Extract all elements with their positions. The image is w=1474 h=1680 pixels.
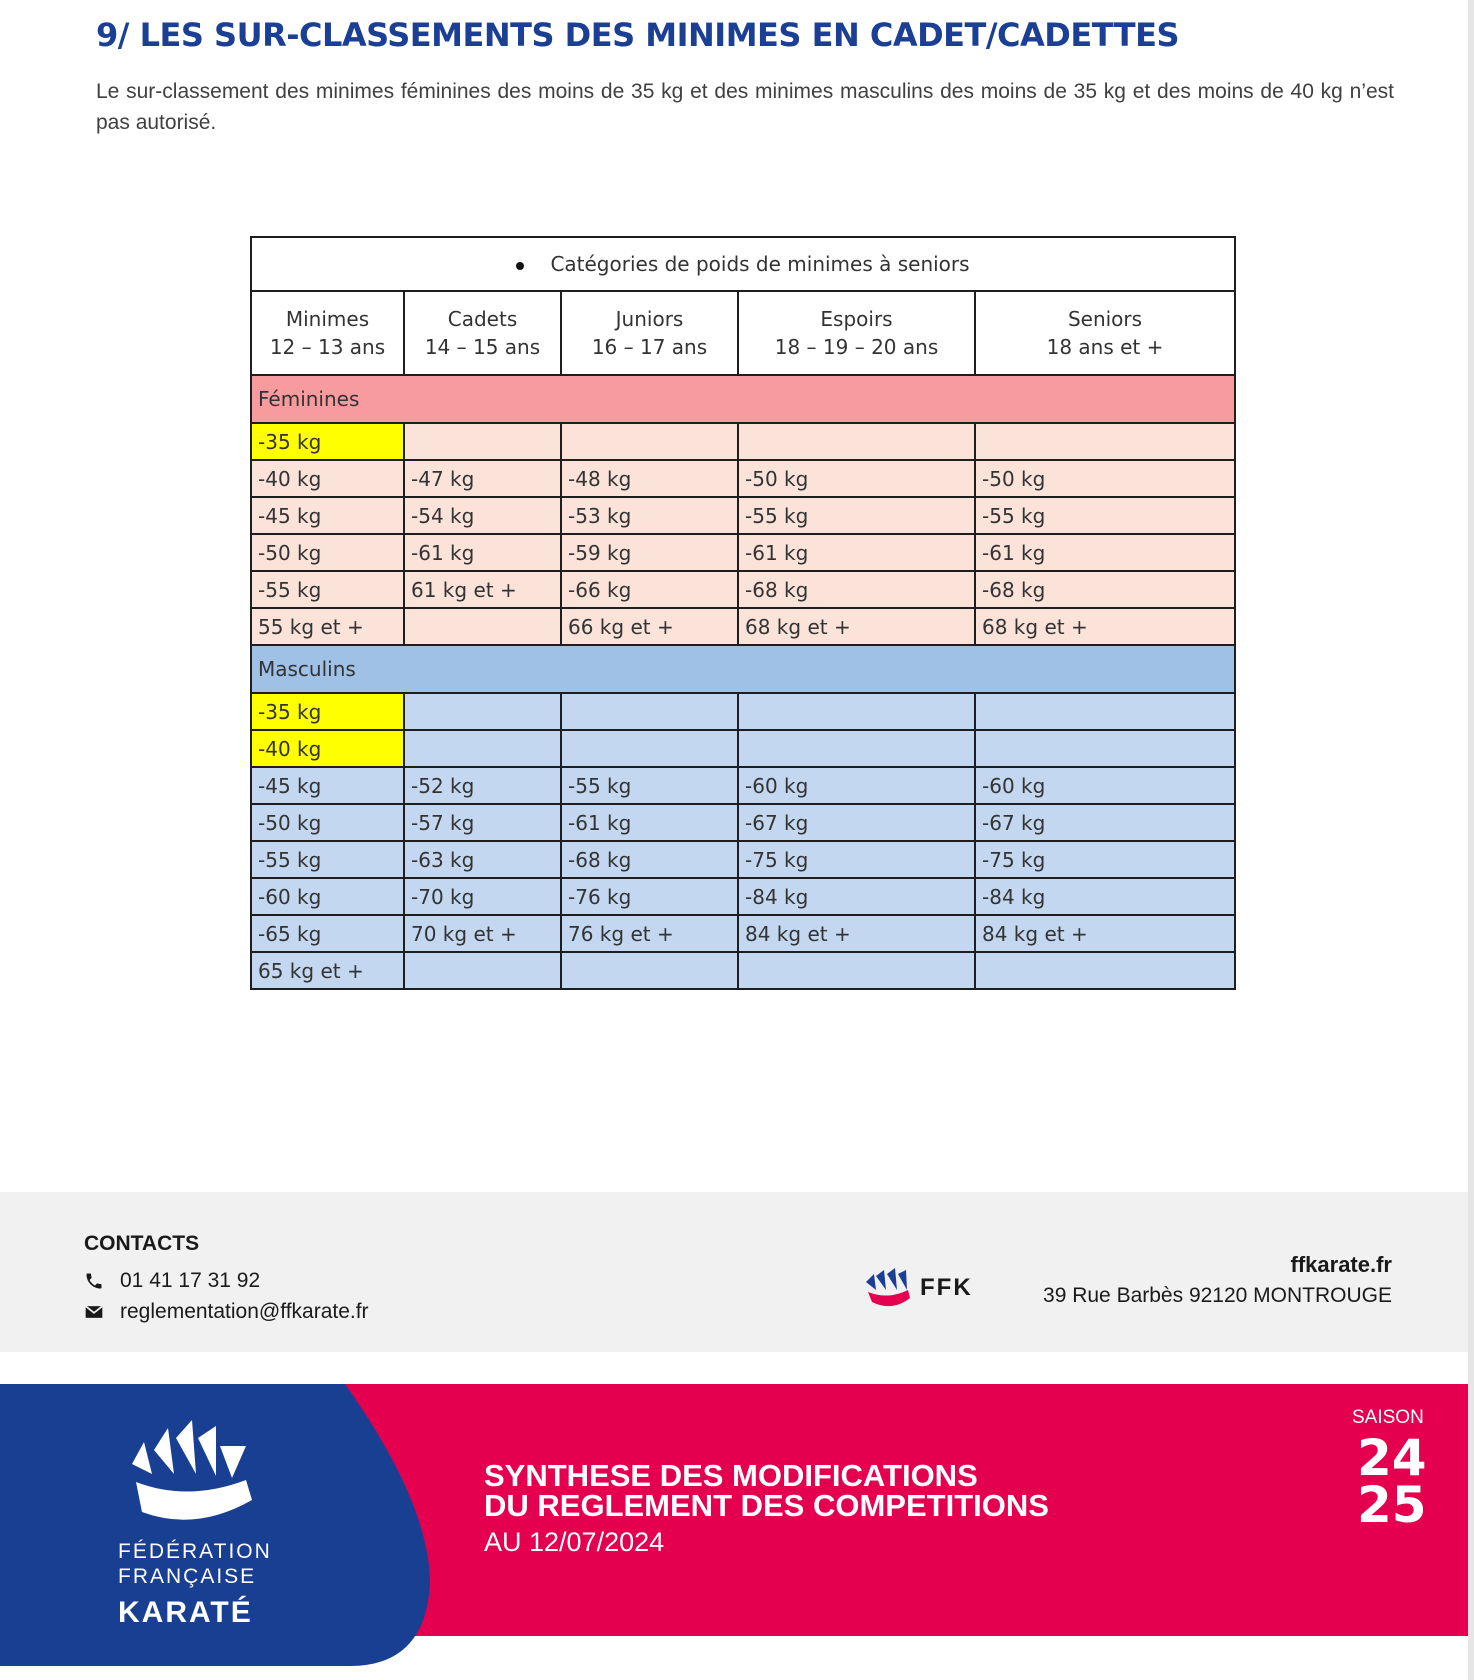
table-cell: 65 kg et +: [251, 952, 404, 989]
table-cell: [404, 693, 561, 730]
ffk-brand: FFK: [920, 1274, 973, 1301]
table-row: [251, 693, 1235, 730]
table-cell: -84 kg: [738, 878, 975, 915]
table-cell: -50 kg: [251, 804, 404, 841]
table-cell: 70 kg et +: [404, 915, 561, 952]
table-row: [251, 767, 1235, 804]
table-cell: [561, 952, 738, 989]
phone-icon: [84, 1271, 104, 1291]
table-cell: [975, 730, 1235, 767]
table-cell: -55 kg: [251, 841, 404, 878]
table-cell: [561, 693, 738, 730]
table-row: [251, 730, 1235, 767]
table-cell: -59 kg: [561, 534, 738, 571]
table-row: [251, 534, 1235, 571]
table-cell: -53 kg: [561, 497, 738, 534]
table-cell: -60 kg: [738, 767, 975, 804]
table-cell: [975, 952, 1235, 989]
table-row: [251, 497, 1235, 534]
page-edge: [1468, 0, 1474, 1680]
table-body: [251, 375, 1235, 989]
table-row: [251, 608, 1235, 645]
table-cell: -60 kg: [251, 878, 404, 915]
contacts-footer: [0, 1192, 1468, 1352]
feminines-label: Féminines: [251, 375, 1235, 423]
saison-number-bottom: 25: [1357, 1476, 1427, 1534]
column-header-cadets: [404, 291, 561, 375]
table-cell: -50 kg: [738, 460, 975, 497]
banner-date: AU 12/07/2024: [484, 1527, 665, 1557]
column-header-minimes: [251, 291, 404, 375]
table-cell: -67 kg: [738, 804, 975, 841]
column-header-seniors: [975, 291, 1235, 375]
federation-name-line1: FÉDÉRATION: [118, 1540, 272, 1563]
saison-label: SAISON: [1352, 1407, 1424, 1428]
table-cell: -57 kg: [404, 804, 561, 841]
column-header-juniors: [561, 291, 738, 375]
federation-name-line3: KARATÉ: [118, 1596, 253, 1629]
table-cell: [561, 423, 738, 460]
table-cell: [561, 730, 738, 767]
table-cell: -55 kg: [738, 497, 975, 534]
table-cell: -84 kg: [975, 878, 1235, 915]
table-cell: -40 kg: [251, 460, 404, 497]
column-ages: 18 – 19 – 20 ans: [774, 335, 939, 359]
masculins-section-row: [251, 645, 1235, 693]
table-cell: -52 kg: [404, 767, 561, 804]
ffk-logo-icon: [862, 1268, 920, 1312]
table-cell: -61 kg: [561, 804, 738, 841]
table-cell: [404, 730, 561, 767]
column-ages: 12 – 13 ans: [269, 335, 386, 359]
table-row: [251, 423, 1235, 460]
table-cell: [738, 952, 975, 989]
table-cell: 84 kg et +: [738, 915, 975, 952]
contact-phone[interactable]: 01 41 17 31 92: [84, 1269, 260, 1293]
table-row: [251, 952, 1235, 989]
table-cell: 84 kg et +: [975, 915, 1235, 952]
table-cell: 66 kg et +: [561, 608, 738, 645]
section-intro: Le sur-classement des minimes féminines des moins de 35 kg et des minimes masculins des moins de 35 kg et des moins de 40 kg n’est pas autorisé.: [96, 80, 1394, 134]
column-header-espoirs: [738, 291, 975, 375]
column-name: Cadets: [447, 307, 518, 331]
table-cell: [738, 730, 975, 767]
table-cell: -55 kg: [251, 571, 404, 608]
table-cell: -63 kg: [404, 841, 561, 878]
table-cell: -47 kg: [404, 460, 561, 497]
column-name: Minimes: [285, 307, 370, 331]
table-cell: -60 kg: [975, 767, 1235, 804]
column-ages: 16 – 17 ans: [591, 335, 708, 359]
saison-number-top: 24: [1357, 1429, 1427, 1487]
banner-title-line2: DU REGLEMENT DES COMPETITIONS: [484, 1488, 1049, 1523]
table-cell: [738, 423, 975, 460]
table-cell: -35 kg: [251, 423, 404, 460]
column-name: Seniors: [1067, 307, 1143, 331]
weight-categories-table: [250, 236, 1236, 990]
table-cell: 76 kg et +: [561, 915, 738, 952]
table-cell: 68 kg et +: [975, 608, 1235, 645]
federation-logo-icon: [128, 1420, 260, 1532]
table-cell: -70 kg: [404, 878, 561, 915]
table-cell: -67 kg: [975, 804, 1235, 841]
table-cell: -45 kg: [251, 497, 404, 534]
section-title: 9/ LES SUR-CLASSEMENTS DES MINIMES EN CADET/CADETTES: [96, 16, 1180, 54]
table-cell: 61 kg et +: [404, 571, 561, 608]
table-cell: -48 kg: [561, 460, 738, 497]
bullet-icon: [516, 262, 524, 270]
table-cell: -68 kg: [975, 571, 1235, 608]
column-ages: 18 ans et +: [1046, 335, 1164, 359]
column-name: Espoirs: [820, 307, 893, 331]
contacts-title: CONTACTS: [84, 1232, 200, 1255]
envelope-icon: [84, 1302, 104, 1322]
table-cell: [404, 952, 561, 989]
table-row: [251, 460, 1235, 497]
table-cell: 55 kg et +: [251, 608, 404, 645]
table-cell: -68 kg: [738, 571, 975, 608]
table-row: [251, 878, 1235, 915]
table-cell: -76 kg: [561, 878, 738, 915]
table-cell: -68 kg: [561, 841, 738, 878]
table-cell: -61 kg: [404, 534, 561, 571]
table-cell: -40 kg: [251, 730, 404, 767]
table-caption: Catégories de poids de minimes à seniors: [251, 237, 1235, 291]
masculins-label: Masculins: [251, 645, 1235, 693]
table-cell: -45 kg: [251, 767, 404, 804]
table-cell: 68 kg et +: [738, 608, 975, 645]
table-cell: -75 kg: [975, 841, 1235, 878]
table-row: [251, 571, 1235, 608]
table-cell: [738, 693, 975, 730]
table-cell: -75 kg: [738, 841, 975, 878]
table-cell: -54 kg: [404, 497, 561, 534]
table-cell: -61 kg: [975, 534, 1235, 571]
table-cell: -55 kg: [561, 767, 738, 804]
table-cell: -50 kg: [975, 460, 1235, 497]
feminines-section-row: [251, 375, 1235, 423]
table-cell: [975, 693, 1235, 730]
table-header-row: [251, 291, 1235, 375]
table-cell: [404, 423, 561, 460]
table-cell: -50 kg: [251, 534, 404, 571]
table-caption-row: [251, 237, 1235, 291]
column-name: Juniors: [615, 307, 684, 331]
contact-email[interactable]: reglementation@ffkarate.fr: [84, 1300, 369, 1324]
federation-name-line2: FRANÇAISE: [118, 1565, 257, 1588]
table-cell: [404, 608, 561, 645]
table-cell: -35 kg: [251, 693, 404, 730]
table-cell: -65 kg: [251, 915, 404, 952]
table-cell: [975, 423, 1235, 460]
column-ages: 14 – 15 ans: [424, 335, 541, 359]
banner-title-line1: SYNTHESE DES MODIFICATIONS: [484, 1458, 978, 1493]
table-row: [251, 804, 1235, 841]
table-cell: -55 kg: [975, 497, 1235, 534]
address: 39 Rue Barbès 92120 MONTROUGE: [1043, 1284, 1392, 1307]
website-link[interactable]: ffkarate.fr: [1290, 1252, 1392, 1277]
table-cell: -61 kg: [738, 534, 975, 571]
table-row: [251, 915, 1235, 952]
table-row: [251, 841, 1235, 878]
table-cell: -66 kg: [561, 571, 738, 608]
